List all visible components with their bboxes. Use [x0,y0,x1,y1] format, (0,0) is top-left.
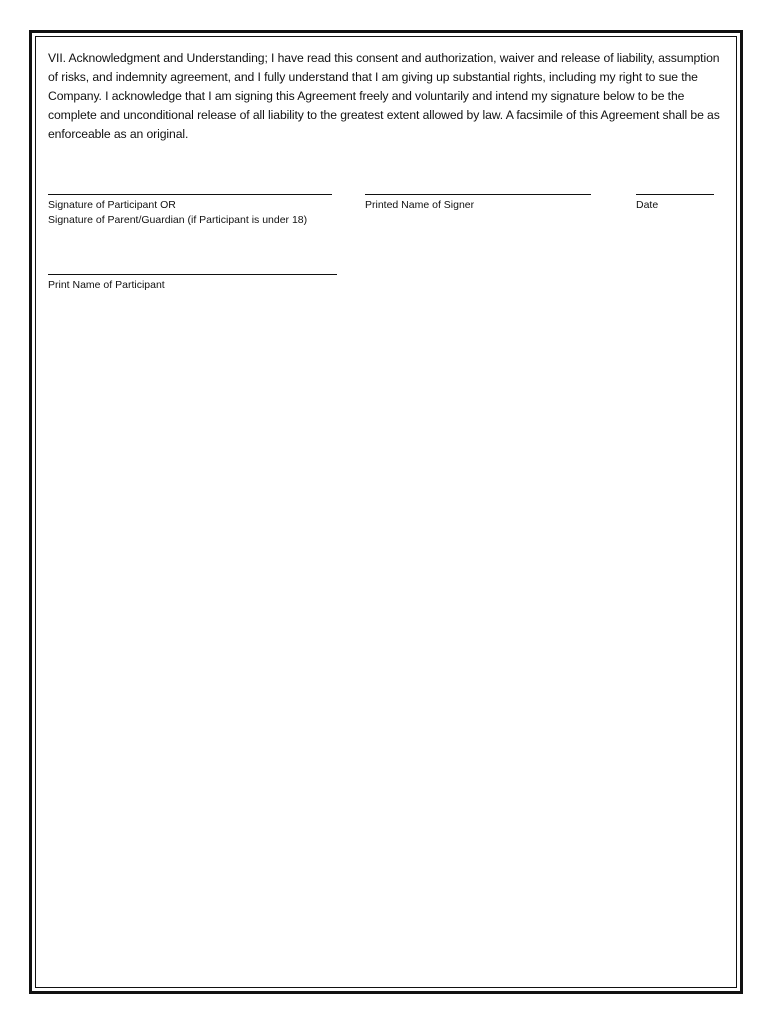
printed-name-field [365,184,591,213]
date-line[interactable] [636,184,714,195]
signature-label-guardian: Signature of Parent/Guardian (if Participant is under 18) [48,214,308,226]
printed-name-line[interactable] [365,184,591,195]
print-participant-label: Print Name of Participant [48,279,165,291]
signature-field [48,184,332,228]
date-field [636,184,714,213]
date-label: Date [636,199,659,211]
signature-row [48,184,730,254]
print-participant-field [48,264,337,293]
document-border [29,30,743,994]
document-inner-border [35,36,737,988]
print-participant-line[interactable] [48,264,337,275]
signature-line[interactable] [48,184,332,195]
print-participant-row [48,264,730,314]
acknowledgment-paragraph: VII. Acknowledgment and Understanding; I have read this consent and authorization, waiver and release of liability, assumption of risks, and indemnity agreement, and I fully understand that I am giving up substantial rights, including my right to sue the Company. I acknowledge that I am signing this Agreement freely and voluntarily and intend my signature below to be the complete and unconditional release of all liability to the greatest extent allowed by law. A facsimile of this Agreement shall be as enforceable as an original. [48,51,720,141]
document-content [48,49,730,314]
printed-name-label: Printed Name of Signer [365,199,475,211]
signature-label-participant: Signature of Participant OR [48,199,176,211]
